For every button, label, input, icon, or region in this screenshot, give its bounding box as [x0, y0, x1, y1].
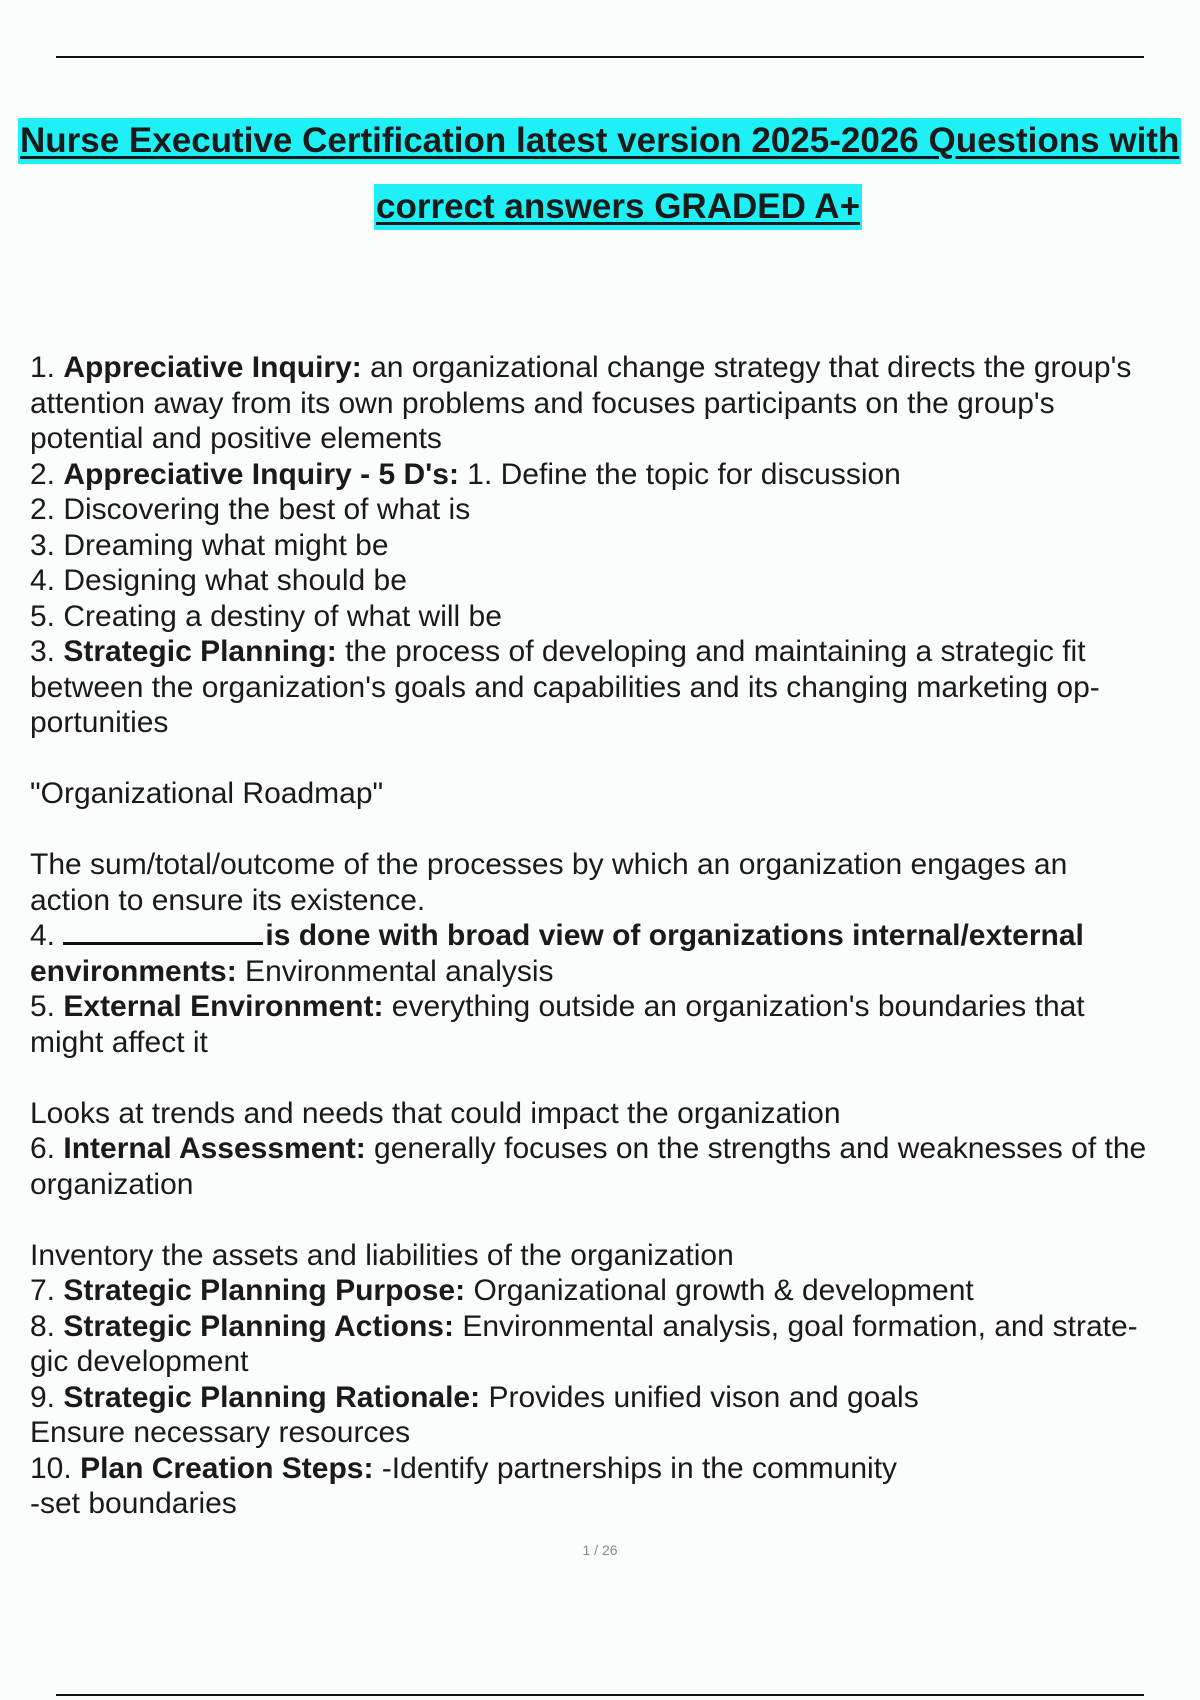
- term: Internal Assessment:: [63, 1132, 366, 1165]
- list-item: 9. Strategic Planning Rationale: Provides unified vison and goals: [30, 1380, 919, 1414]
- list-item: 7. Strategic Planning Purpose: Organizational growth & development: [30, 1274, 974, 1307]
- term: Strategic Planning:: [63, 635, 337, 668]
- title-line-1: Nurse Executive Certification latest version 2025-2026 Questions with: [18, 118, 1181, 164]
- term: External Environment:: [63, 990, 384, 1023]
- list-item: 8. Strategic Planning Actions: Environmental analysis, goal formation, and strate-: [30, 1309, 1138, 1343]
- document-title: [0, 118, 1200, 238]
- term: Appreciative Inquiry - 5 D's:: [63, 457, 459, 491]
- term: Strategic Planning Actions:: [63, 1309, 454, 1343]
- term: Strategic Planning Rationale:: [63, 1380, 481, 1414]
- term: Appreciative Inquiry:: [63, 351, 362, 384]
- list-item: 6. Internal Assessment: generally focuses on the strengths and weaknesses of the: [30, 1132, 1147, 1165]
- list-item: 10. Plan Creation Steps: -Identify partnerships in the community: [30, 1451, 898, 1485]
- page-number: 1 / 26: [582, 1542, 618, 1558]
- list-item: 3. Strategic Planning: the process of developing and maintaining a strategic fit: [30, 635, 1086, 668]
- list-item: 4. is done with broad view of organizations internal/external: [30, 919, 1084, 952]
- list-item: 2. Appreciative Inquiry - 5 D's: 1. Define the topic for discussion: [30, 457, 901, 491]
- title-line-2: correct answers GRADED A+: [374, 184, 862, 230]
- fill-in-blank: [63, 918, 263, 945]
- list-item: 1. Appreciative Inquiry: an organizational change strategy that directs the group's: [30, 351, 1132, 384]
- term: environments:: [30, 954, 237, 988]
- bottom-rule: [56, 1694, 1144, 1696]
- term: Plan Creation Steps:: [80, 1451, 374, 1485]
- list-item: 5. External Environment: everything outside an organization's boundaries that: [30, 990, 1085, 1023]
- top-rule: [56, 56, 1144, 58]
- qa-list: 1. Appreciative Inquiry: an organizational change strategy that directs the group's attention away from its own problems and focuses participants on the group's potential and positive elements 2. Appreciative Inquiry - 5 D's: 1. Define the topic for discussion 2. Discovering the best of what is 3. Dreaming what might be 4. Designing what should be 5. Creating a destiny of what will be 3. Strategic Planning: the process of developing and maintaining a strategic fit between the organization's goals and capabilities and its changing marketing op- portunities "Organizational Roadmap" The sum/total/outcome of the processes by which an organization engages an action to ensure its existence. 4. is done with broad view of organizations internal/external environments: Environmental analysis 5. External Environment: everything outside an organization's boundaries that might affect it Looks at trends and needs that could impact the organization 6. Internal Assessment: generally focuses on the strengths and weaknesses of the organization Inventory the assets and liabilities of the organization 7. Strategic Planning Purpose: Organizational growth & development 8. Strategic Planning Actions: Environmental analysis, goal formation, and strate- gic development 9. Strategic Planning Rationale: Provides unified vison and goals Ensure necessary resources 10. Plan Creation Steps: -Identify partnerships in the community -set boundaries: [30, 350, 1180, 1522]
- term: Strategic Planning Purpose:: [63, 1274, 466, 1307]
